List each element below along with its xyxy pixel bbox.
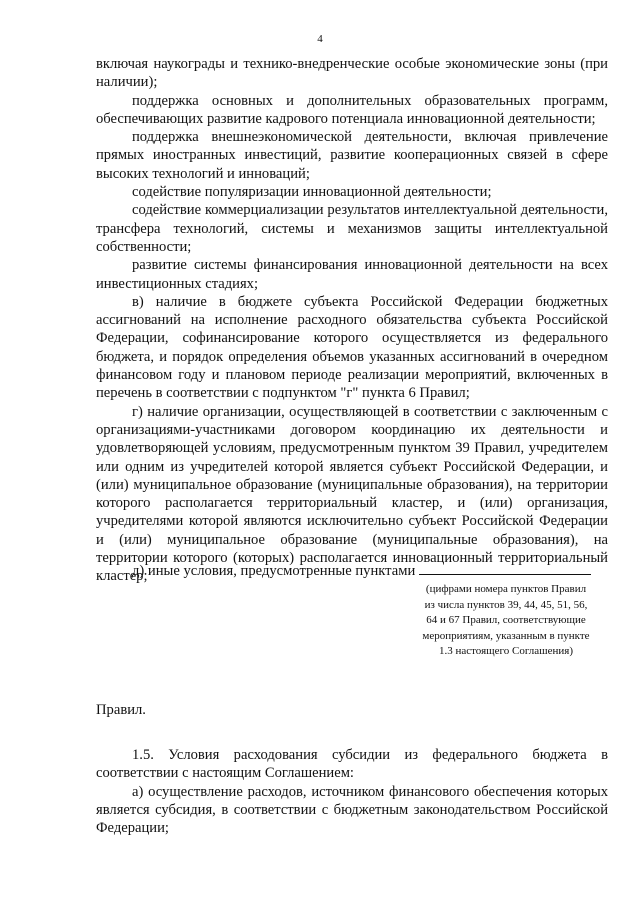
- section-1-5-heading: 1.5. Условия расходования субсидии из федерального бюджета в соответствии с настоящим Соглашением:: [96, 747, 608, 782]
- paragraph-education-support: поддержка основных и дополнительных образовательных программ, обеспечивающих развитие кадрового потенциала инновационной деятельности;: [96, 92, 608, 127]
- paragraph-item-v: в) наличие в бюджете субъекта Российской Федерации бюджетных ассигнований на исполнение расходного обязательства субъекта Российской Федерации, софинансирование которого осуществляется из федерального бюджета, и порядок определения объемов указанных ассигнований в очередном финансовом году и плановом периоде реализации мероприятий, включенных в перечень в соответствии с подпунктом "г" пункта 6 Правил;: [96, 293, 608, 402]
- document-body-top: [96, 55, 608, 586]
- paragraph-zones: включая наукограды и технико-внедренческие особые экономические зоны (при наличии);: [96, 56, 608, 91]
- paragraph-commercialization: содействие коммерциализации результатов интеллектуальной деятельности, трансфера технологий, системы и механизмов защиты интеллектуальной собственности;: [96, 202, 608, 255]
- item-d-row: [96, 561, 608, 580]
- page-number: 4: [317, 33, 323, 45]
- pravil-text: Правил.: [96, 702, 146, 718]
- paragraph-foreign-economic-support: поддержка внешнеэкономической деятельности, включая привлечение прямых иностранных инвестиций, развитие кооперационных связей в сфере высоких технологий и инноваций;: [96, 129, 608, 182]
- pravil-row: [96, 701, 608, 719]
- paragraph-popularization: содействие популяризации инновационной деятельности;: [132, 184, 492, 201]
- fill-in-footnote: (цифрами номера пунктов Правил из числа пунктов 39, 44, 45, 51, 56, 64 и 67 Правил, соответствующие мероприятиям, указанным в пункте 1.3 настоящего Соглашения): [422, 583, 590, 657]
- paragraph-financing-system: развитие системы финансирования инновационной деятельности на всех инвестиционных стадиях;: [96, 257, 608, 292]
- item-d-text: д) иные условия, предусмотренные пунктами: [132, 563, 416, 579]
- section-1-5: [96, 746, 608, 837]
- paragraph-item-g: г) наличие организации, осуществляющей в соответствии с заключенным с организациями-участниками договором координацию их деятельности и удовлетворяющей условиям, предусмотренным пунктом 39 Правил, учредителем или одним из учредителей которой является субъект Российской Федерации, и (или) муниципальное образование (муниципальные образования), на территории которого располагается территориальный кластер, и (или) организация, учредителями которой являются исключительно субъект Российской Федерации и (или) муниципальное образование (муниципальные образования), на территории которого (которых) располагается инновационный территориальный кластер;: [96, 403, 608, 585]
- fill-in-blank-line[interactable]: [419, 561, 591, 575]
- section-1-5-item-a: а) осуществление расходов, источником финансового обеспечения которых является субсидия, в соответствии с бюджетным законодательством Российской Федерации;: [96, 783, 608, 837]
